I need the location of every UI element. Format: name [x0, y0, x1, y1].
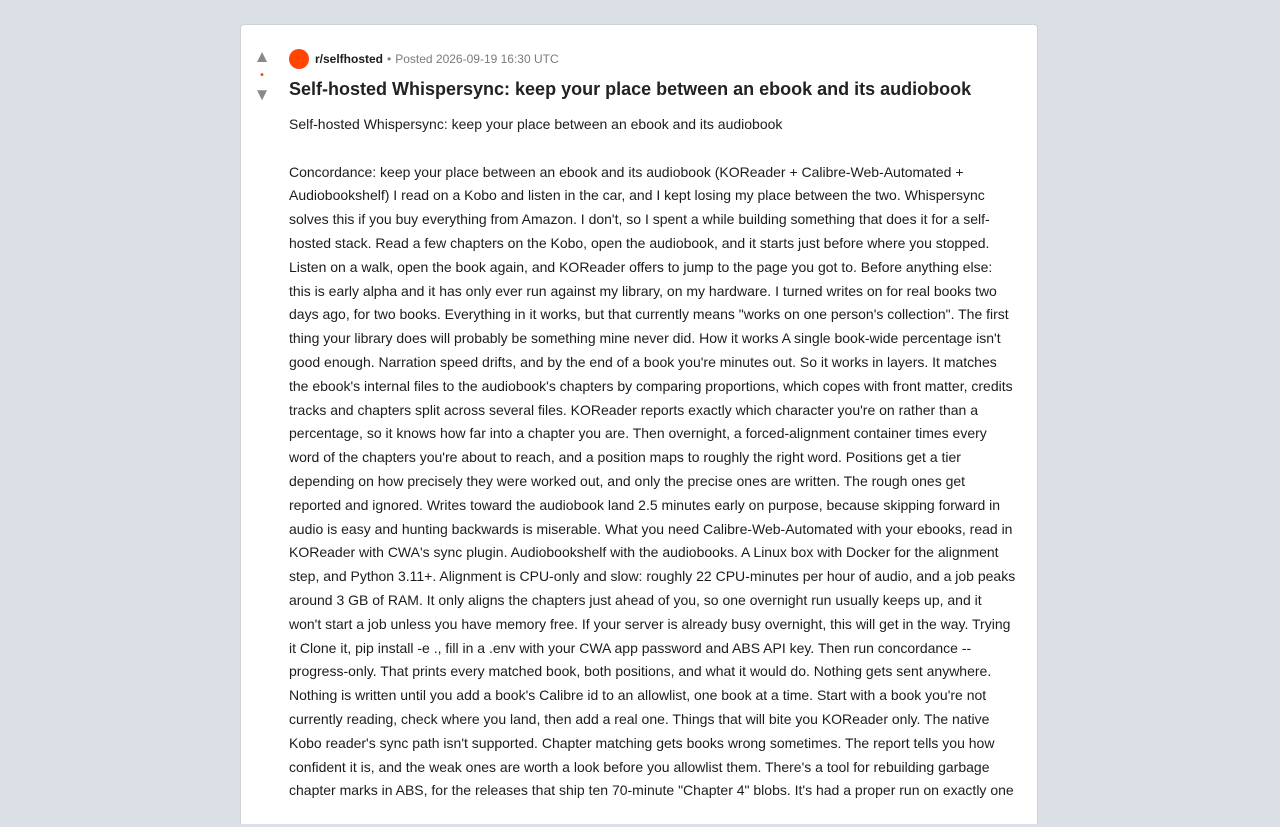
- upvote-arrow-icon[interactable]: ▲: [253, 47, 271, 66]
- vote-score: •: [260, 70, 264, 81]
- post-meta: [289, 49, 1017, 69]
- downvote-arrow-icon[interactable]: ▼: [253, 85, 271, 104]
- post-content: [289, 49, 1017, 827]
- post-title[interactable]: Self-hosted Whispersync: keep your place between an ebook and its audiobook: [289, 79, 972, 99]
- subreddit-avatar-icon[interactable]: [289, 49, 309, 69]
- post-body: [289, 113, 1017, 803]
- meta-separator: •: [387, 52, 392, 66]
- post-body-main: Concordance: keep your place between an ebook and its audiobook (KOReader + Calibre-Web-Automated + Audiobookshelf) I read on a Kobo and listen in the car, and I kept losing my place between the two. Whispersync solves this if you buy everything from Amazon. I don't, so I spent a while building something that does it for a self-hosted stack. Read a few chapters on the Kobo, open the audiobook, and it starts just before where you stopped. Listen on a walk, open the book again, and KOReader offers to jump to the page you got to. Before anything else: this is early alpha and it has only ever run against my library, on my hardware. I turned writes on for real books two days ago, for two books. Everything in it works, but that currently means "works on one person's collection". The first thing your library does will probably be something mine never did. How it works A single book-wide percentage isn't good enough. Narration speed drifts, and by the end of a book you're minutes out. So it works in layers. It matches the ebook's internal files to the audiobook's chapters by comparing proportions, which copes with front matter, credits tracks and chapters split across several files. KOReader reports exactly which character you're on rather than a percentage, so it knows how far into a chapter you are. Then overnight, a forced-alignment container times every word of the chapters you're about to reach, and a position maps to roughly the right word. Positions get a tier depending on how precisely they were worked out, and only the precise ones are written. The rough ones get reported and ignored. Writes toward the audiobook land 2.5 minutes early on purpose, because skipping forward in audio is easy and hunting backwards is miserable. What you need Calibre-Web-Automated with your ebooks, read in KOReader with CWA's sync plugin. Audiobookshelf with the audiobooks. A Linux box with Docker for the alignment step, and Python 3.11+. Alignment is CPU-only and slow: roughly 22 CPU-minutes per hour of audio, and a job peaks around 3 GB of RAM. It only aligns the chapters just ahead of you, so one overnight run usually keeps up, and it won't start a job unless you have memory free. If your server is already busy overnight, this will get in the way. Trying it Clone it, pip install -e ., fill in a .env with your CWA app password and ABS API key. Then run concordance --progress-only. That prints every matched book, both positions, and what it would do. Nothing gets sent anywhere. Nothing is written until you add a book's Calibre id to an allowlist, one book at a time. Start with a book you're not currently reading, check where you land, then add a real one. Things that will bite you KOReader only. The native Kobo reader's sync path isn't supported. Chapter matching gets books wrong sometimes. The report tells you how confident it is, and the weak ones are worth a look before you allowlist them. There's a tool for rebuilding garbage chapter marks in ABS, for the releases that ship ten 70-minute "Chapter 4" blobs. It's had a proper run on exactly one: [289, 163, 1016, 799]
- post-card: [240, 24, 1038, 824]
- post-timestamp: Posted 2026-09-19 16:30 UTC: [395, 52, 559, 66]
- vote-column: [241, 47, 283, 105]
- post-body-intro: Self-hosted Whispersync: keep your place between an ebook and its audiobook: [289, 116, 783, 132]
- subreddit-link[interactable]: r/selfhosted: [315, 52, 384, 66]
